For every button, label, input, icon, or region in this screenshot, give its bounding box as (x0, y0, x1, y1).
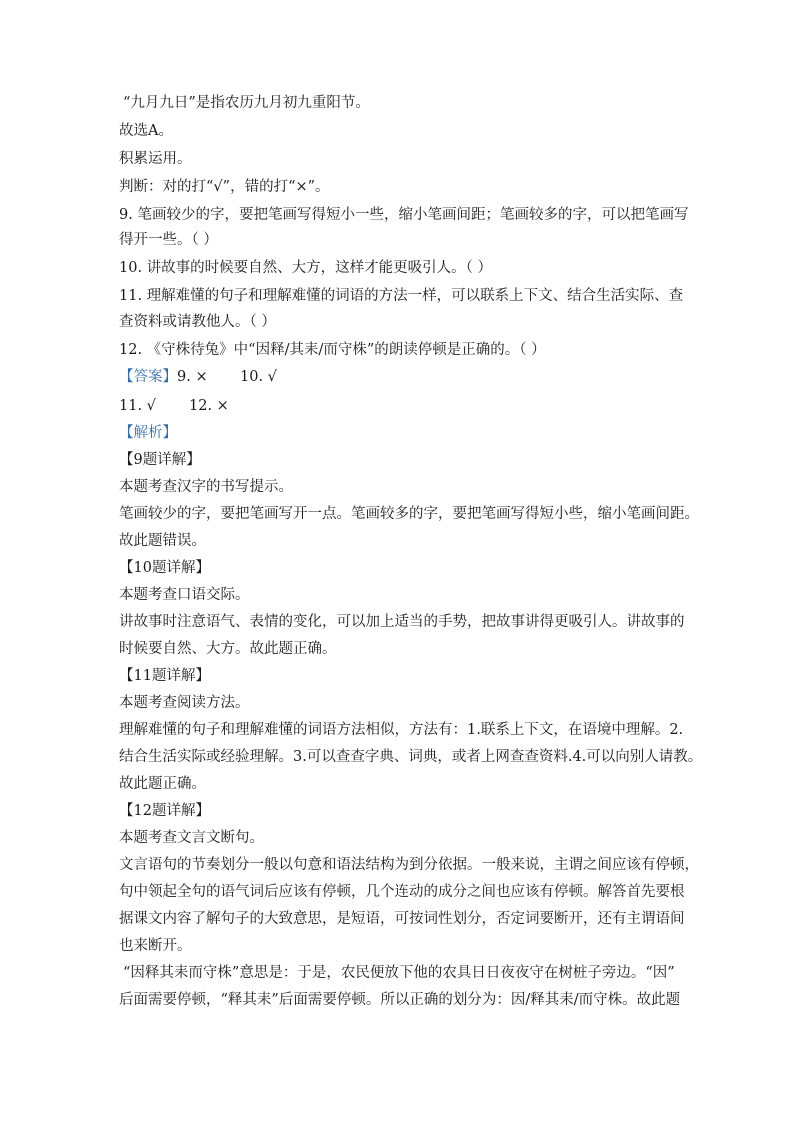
detail-line: 本题考查阅读方法。 (119, 695, 250, 711)
intro-line: “九月九日”是指农历九月初九重阳节。 (123, 95, 370, 111)
answer-label: 【答案】 (119, 369, 177, 385)
analysis-label: 【解析】 (119, 425, 177, 441)
detail-line: 讲故事时注意语气、表情的变化，可以加上适当的手势，把故事讲得更吸引人。讲故事的 (119, 614, 685, 630)
detail-line: 笔画较少的字，要把笔画写开一点。笔画较多的字，要把笔画写得短小些，缩小笔画间距。 (119, 506, 699, 522)
question-9-cont: 得开一些。（ ） (119, 232, 218, 248)
answer-row-2 (119, 396, 719, 416)
answer-11: 11. √ (119, 398, 156, 414)
question-11-cont: 查资料或请教他人。（ ） (119, 314, 276, 330)
detail-heading: 【12题详解】 (119, 803, 210, 819)
answer-row-1 (119, 367, 719, 387)
intro-line: 判断：对的打“√”，错的打“×”。 (119, 179, 330, 195)
detail-line: 时候要自然、大方。故此题正确。 (119, 641, 337, 657)
question-10: 10. 讲故事的时候要自然、大方，这样才能更吸引人。（ ） (119, 260, 493, 276)
detail-line: 理解难懂的句子和理解难懂的词语方法相似，方法有：1.联系上下文，在语境中理解。2. (119, 722, 684, 738)
answer-9: 9. × (177, 369, 208, 385)
question-11: 11. 理解难懂的句子和理解难懂的词语的方法一样，可以联系上下文、结合生活实际、查 (119, 288, 684, 304)
answer-12: 12. × (189, 398, 229, 414)
intro-line: 积累运用。 (119, 151, 192, 167)
intro-line: 故选A。 (119, 123, 173, 139)
detail-line: 也来断开。 (119, 938, 192, 954)
detail-line: 句中领起全句的语气词后应该有停顿，几个连动的成分之间也应该有停顿。解答首先要根 (119, 884, 685, 900)
detail-line: 故此题正确。 (119, 776, 206, 792)
detail-heading: 【11题详解】 (119, 668, 210, 684)
detail-line: 后面需要停顿，“释其耒”后面需要停顿。所以正确的划分为：因/释其耒/而守株。故此题 (119, 992, 681, 1008)
detail-heading: 【9题详解】 (119, 452, 201, 468)
detail-line: 据课文内容了解句子的大致意思，是短语，可按词性划分，否定词要断开，还有主谓语间 (119, 911, 685, 927)
detail-line: 本题考查口语交际。 (119, 587, 250, 603)
question-9: 9. 笔画较少的字，要把笔画写得短小一些，缩小笔画间距；笔画较多的字，可以把笔画写 (119, 207, 689, 223)
detail-line: 结合生活实际或经验理解。3.可以查查字典、词典，或者上网查查资料.4.可以向别人请教。 (119, 749, 703, 765)
detail-line: 本题考查文言文断句。 (119, 830, 264, 846)
detail-line: 故此题错误。 (119, 533, 206, 549)
detail-line: 文言语句的节奏划分一般以句意和语法结构为到分依据。一般来说，主谓之间应该有停顿， (119, 857, 699, 873)
detail-line: 本题考查汉字的书写提示。 (119, 479, 293, 495)
detail-heading: 【10题详解】 (119, 560, 210, 576)
answer-10: 10. √ (240, 369, 277, 385)
detail-line: “因释其耒而守株”意思是：于是，农民便放下他的农具日日夜夜守在树桩子旁边。“因” (123, 965, 675, 981)
question-12: 12. 《守株待兔》中“因释/其耒/而守株”的朗读停顿是正确的。（ ） (119, 342, 546, 358)
